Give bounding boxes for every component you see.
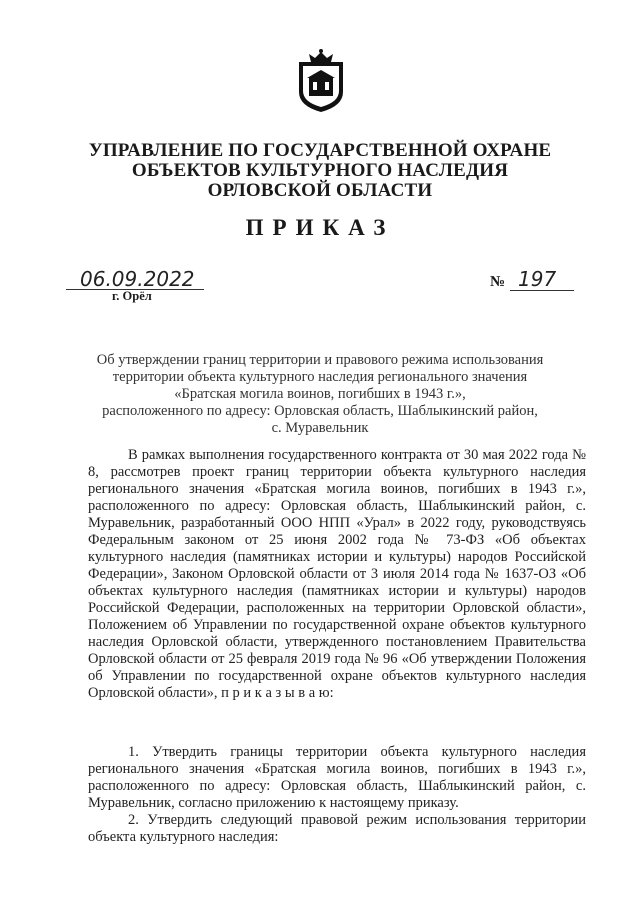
handwritten-date: 06.09.2022	[80, 267, 195, 291]
subject-line: «Братская могила воинов, погибших в 1943 г.»,	[174, 386, 466, 402]
org-name-line-2: ОБЪЕКТОВ КУЛЬТУРНОГО НАСЛЕДИЯ	[131, 160, 509, 181]
document-title: ПРИКАЗ	[245, 215, 395, 240]
order-subject	[60, 352, 580, 437]
preamble-paragraph	[88, 447, 586, 702]
subject-line: расположенного по адресу: Орловская область, Шаблыкинский район,	[102, 403, 538, 419]
city-label: г. Орёл	[112, 289, 152, 303]
number-underline	[510, 290, 574, 291]
item-2-text: 2. Утвердить следующий правовой режим использования территории объекта культурного наследия:	[88, 812, 586, 845]
number-label: №	[490, 274, 506, 290]
item-1-paragraph	[88, 744, 586, 812]
org-name-line-1: УПРАВЛЕНИЕ ПО ГОСУДАРСТВЕННОЙ ОХРАНЕ	[88, 140, 552, 161]
handwritten-number: 197	[518, 267, 557, 291]
org-name-line-3: ОРЛОВСКОЙ ОБЛАСТИ	[207, 180, 433, 201]
subject-line: территории объекта культурного наследия регионального значения	[112, 369, 528, 385]
preamble-text: В рамках выполнения государственного контракта от 30 мая 2022 года № 8, рассмотрев проект границ территории объекта культурного наследия регионального значения «Братская могила воинов, погибших в 1943 г.», расположенного по адресу: Орловская область, Шаблыкинский район, с. Муравельник, разработанный ООО НПП «Урал» в 2022 году, руководствуясь Федеральным законом от 25 июня 2002 года № 73-ФЗ «Об объектах культурного наследия (памятниках истории и культуры) народов Российской Федерации», Законом Орловской области от 3 июля 2014 года № 1637-ОЗ «Об объектах культурного наследия (памятниках истории и культуры) народов Российской Федерации, расположенных на территории Орловской области», Положением об Управлении по государственной охране объектов культурного наследия Орловской области, утвержденного постановлением Правительства Орловской области от 25 февраля 2019 года № 96 «Об утверждении Положения об Управлении по государственной охране объектов культурного наследия Орловской области», п р и к а з ы в а ю:	[88, 447, 586, 701]
coat-of-arms-emblem	[295, 48, 347, 114]
subject-line: с. Муравельник	[271, 420, 369, 436]
item-1-text: 1. Утвердить границы территории объекта культурного наследия регионального значения «Братская могила воинов, погибших в 1943 г.», расположенного по адресу: Орловская область, Шаблыкинский район, с. Муравельник, согласно приложению к настоящему приказу.	[88, 744, 586, 811]
subject-line: Об утверждении границ территории и правового режима использования	[96, 352, 544, 368]
item-2-paragraph	[88, 812, 586, 846]
